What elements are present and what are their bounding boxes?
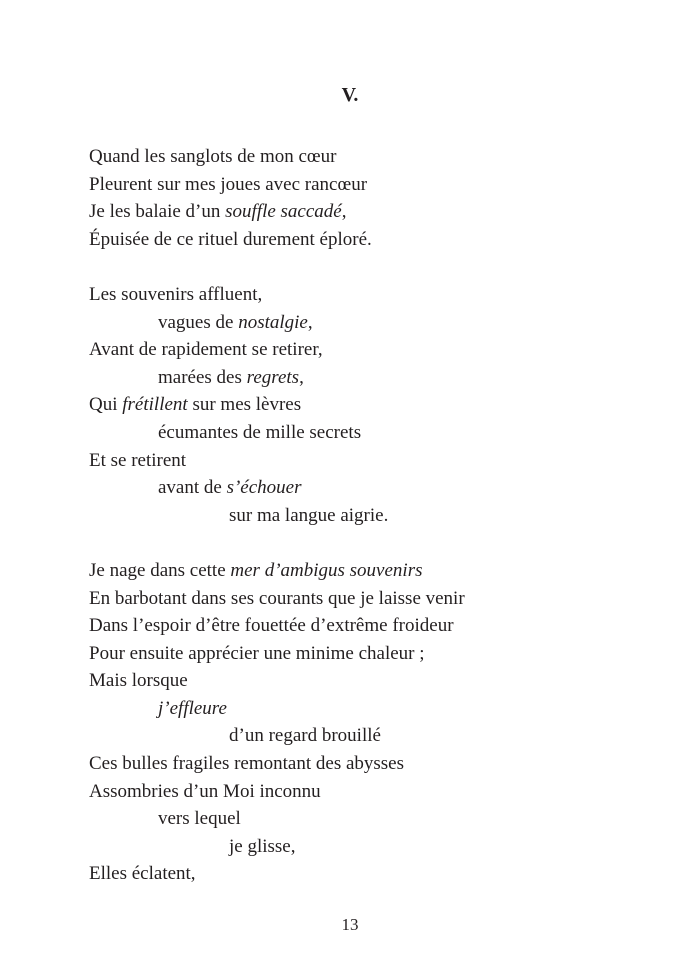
verse-line xyxy=(89,336,649,364)
text: Pour ensuite apprécier une minime chaleur ; xyxy=(89,642,425,664)
poem-title: V. xyxy=(341,84,359,106)
verse-line xyxy=(89,143,649,171)
verse-line xyxy=(89,778,649,806)
verse-line xyxy=(89,502,649,530)
verse-line xyxy=(89,474,649,502)
text: vagues de xyxy=(158,311,239,333)
verse-line xyxy=(89,695,649,723)
verse-line xyxy=(89,640,649,668)
verse-line xyxy=(89,419,649,447)
stanza xyxy=(89,281,649,529)
verse-line xyxy=(89,281,649,309)
verse-line xyxy=(89,557,649,585)
text: sur mes lèvres xyxy=(187,394,302,416)
stanza-break xyxy=(89,253,649,281)
italic-text: s’échouer xyxy=(226,477,302,499)
verse-line xyxy=(89,198,649,226)
text: Épuisée de ce rituel durement éploré. xyxy=(89,228,372,250)
text: sur ma langue aigrie. xyxy=(229,504,389,526)
text: Je les balaie d’un xyxy=(89,201,226,223)
text: marées des xyxy=(158,366,247,388)
verse-line xyxy=(89,860,649,888)
italic-text: j’effleure xyxy=(158,697,227,719)
text: Qui xyxy=(89,394,123,416)
verse-line xyxy=(89,750,649,778)
text: Et se retirent xyxy=(89,449,187,471)
poem-body xyxy=(89,143,649,888)
stanza xyxy=(89,557,649,888)
italic-text: frétillent xyxy=(122,394,188,416)
verse-line xyxy=(89,833,649,861)
verse-line xyxy=(89,364,649,392)
text: , xyxy=(299,366,304,388)
verse-line xyxy=(89,612,649,640)
stanza xyxy=(89,143,649,253)
verse-line xyxy=(89,447,649,475)
page-number: 13 xyxy=(341,915,359,934)
text: Quand les sanglots de mon cœur xyxy=(89,146,337,167)
text: Les souvenirs affluent, xyxy=(89,283,263,305)
verse-line xyxy=(89,309,649,337)
text: Pleurent sur mes joues avec rancœur xyxy=(89,173,368,195)
text: Mais lorsque xyxy=(89,670,188,692)
text: , xyxy=(341,201,347,223)
italic-text: nostalgie xyxy=(238,311,308,333)
text: d’un regard brouillé xyxy=(229,725,381,747)
verse-line xyxy=(89,391,649,419)
text: Ces bulles fragiles remontant des abysses xyxy=(89,753,405,775)
text: écumantes de mille secrets xyxy=(158,421,362,443)
text: Assombries d’un Moi inconnu xyxy=(89,780,321,802)
verse-line xyxy=(89,171,649,199)
text: , xyxy=(307,311,313,333)
text: avant de xyxy=(158,477,227,499)
text: Avant de rapidement se retirer, xyxy=(89,339,323,361)
verse-line xyxy=(89,667,649,695)
verse-line xyxy=(89,805,649,833)
text: Elles éclatent, xyxy=(89,863,196,885)
stanza-break xyxy=(89,529,649,557)
text: je glisse, xyxy=(229,835,296,857)
text: En barbotant dans ses courants que je laisse venir xyxy=(89,587,465,609)
text: Je nage dans cette xyxy=(89,559,231,581)
verse-line xyxy=(89,226,649,254)
text: vers lequel xyxy=(158,808,241,830)
verse-line xyxy=(89,585,649,613)
text: Dans l’espoir d’être fouettée d’extrême froideur xyxy=(89,615,454,637)
italic-text: regrets xyxy=(246,366,300,388)
italic-text: souffle saccadé xyxy=(225,201,342,223)
verse-line xyxy=(89,722,649,750)
italic-text: mer d’ambigus souvenirs xyxy=(230,559,423,581)
